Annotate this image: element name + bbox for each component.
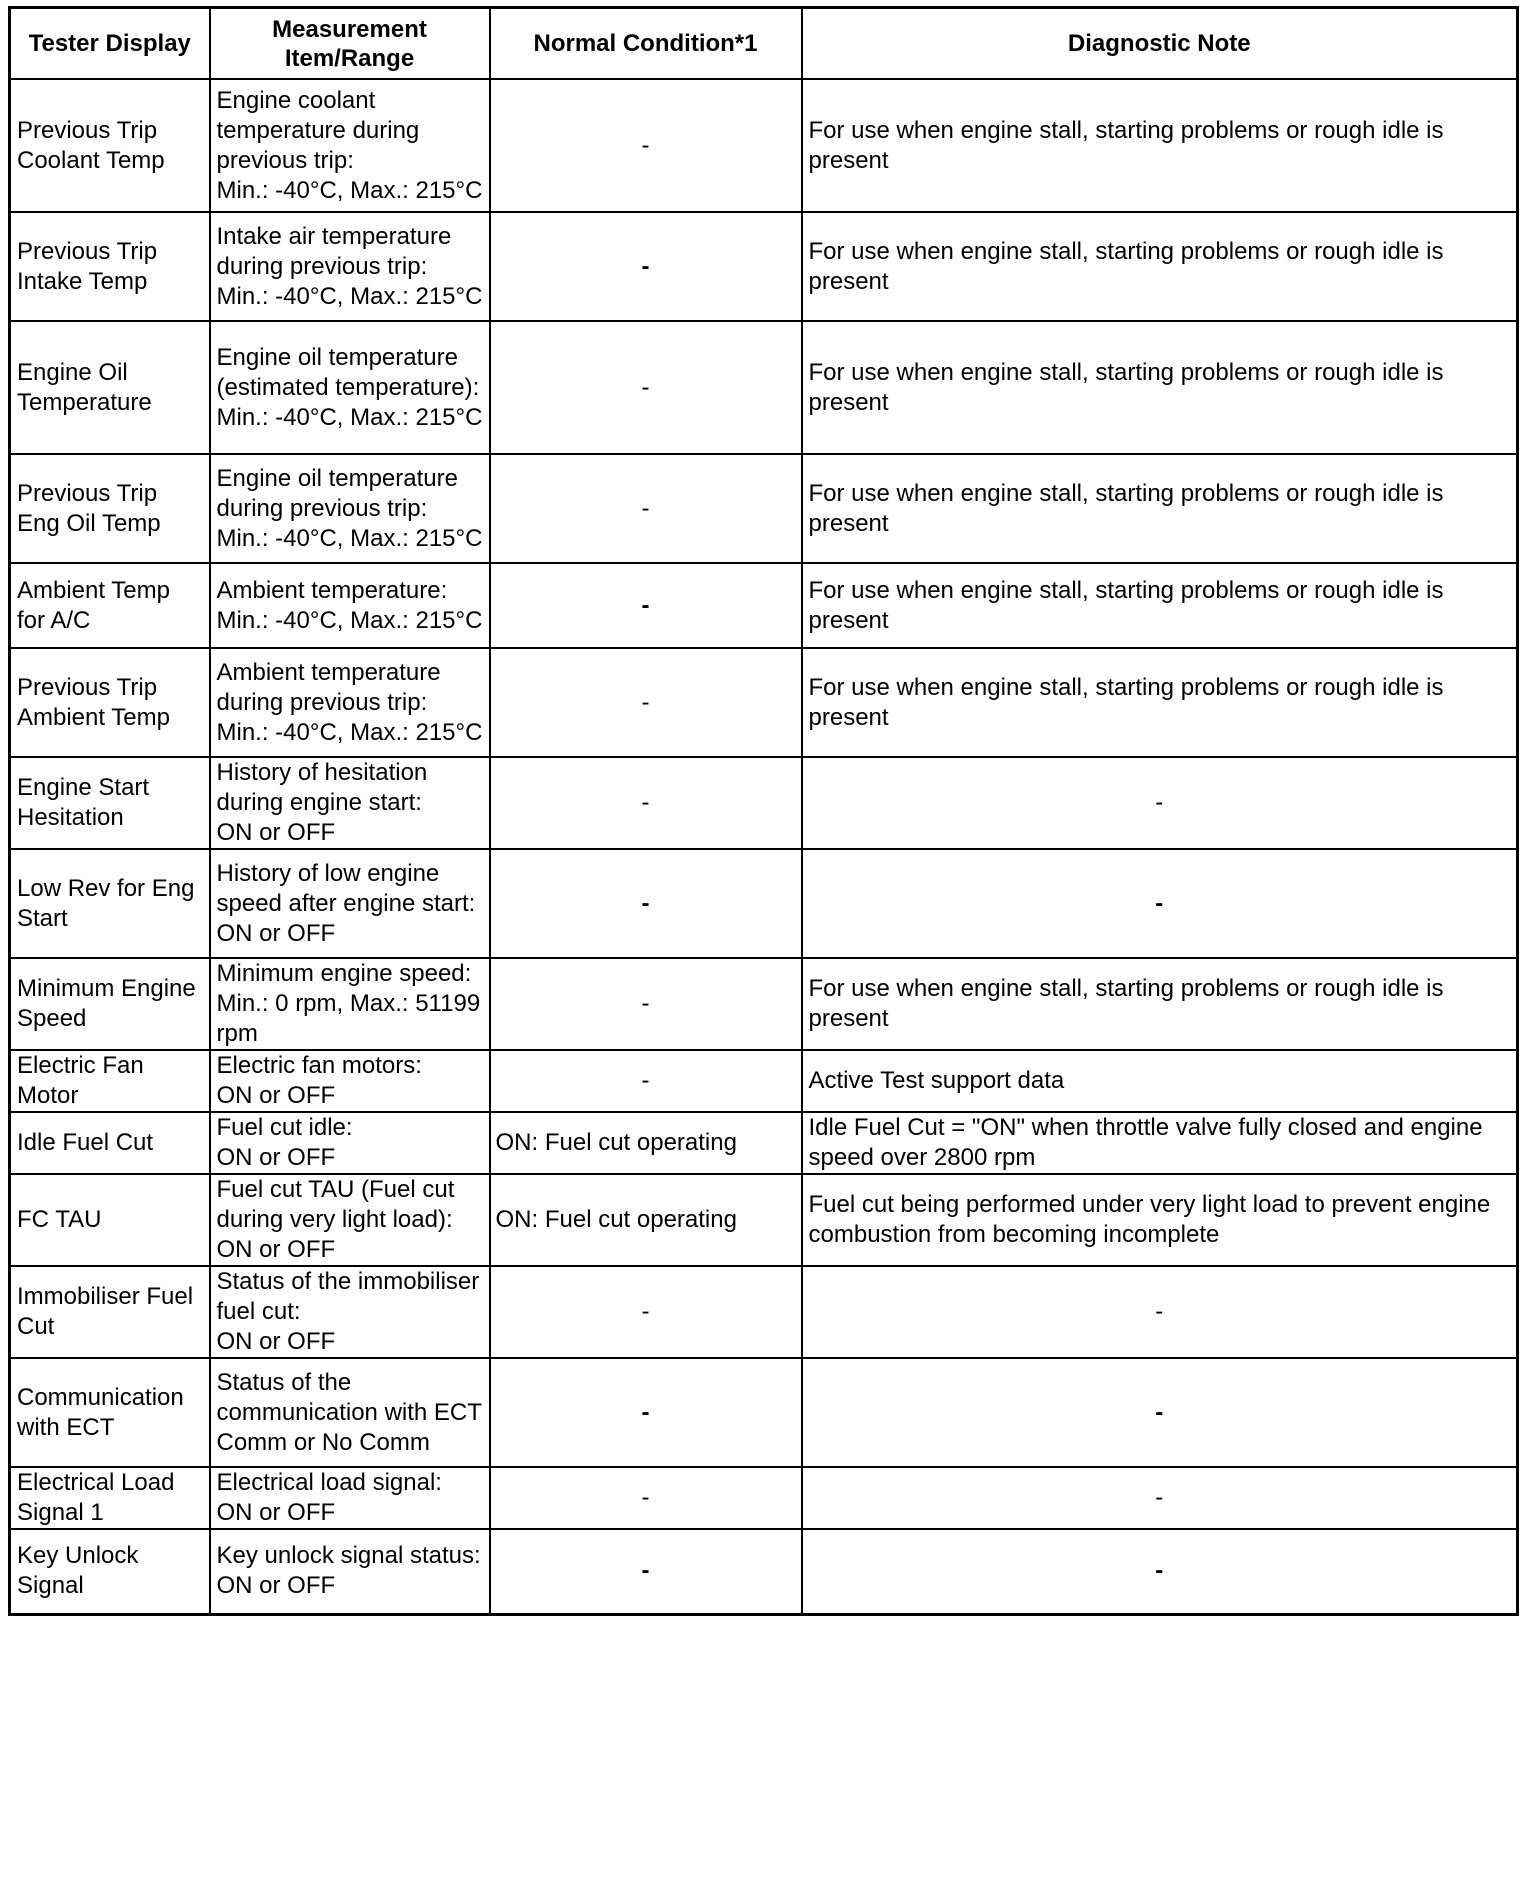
tester-display-cell	[10, 79, 210, 212]
tester-display-text: Previous Trip Intake Temp	[17, 237, 158, 295]
table-row	[10, 1529, 1518, 1614]
normal-condition-cell	[490, 757, 802, 849]
normal-condition-text: -	[641, 1298, 650, 1325]
measurement-range-text: History of low engine speed after engine start: ON or OFF	[216, 859, 476, 947]
diagnostic-note-cell	[802, 1050, 1518, 1112]
normal-condition-cell	[490, 1358, 802, 1467]
table-row	[10, 1266, 1518, 1358]
normal-condition-text: -	[641, 1067, 650, 1094]
tester-display-cell	[10, 563, 210, 648]
measurement-range-cell	[210, 958, 490, 1050]
diagnostic-note-cell	[802, 1529, 1518, 1614]
measurement-range-cell	[210, 648, 490, 757]
measurement-range-cell	[210, 849, 490, 958]
measurement-range-text: Fuel cut TAU (Fuel cut during very light load): ON or OFF	[216, 1176, 455, 1263]
tester-display-cell	[10, 454, 210, 563]
tester-display-text: Idle Fuel Cut	[17, 1129, 154, 1156]
measurement-range-text: Key unlock signal status: ON or OFF	[216, 1542, 481, 1600]
normal-condition-text: ON: Fuel cut operating	[495, 1129, 737, 1156]
diagnostic-note-text: Fuel cut being performed under very light load to prevent engine combustion from becoming incomplete	[808, 1191, 1491, 1248]
tester-display-cell	[10, 648, 210, 757]
table-row	[10, 757, 1518, 849]
diagnostic-note-cell	[802, 212, 1518, 321]
normal-condition-text: -	[641, 1484, 650, 1511]
table-row	[10, 1050, 1518, 1112]
normal-condition-cell	[490, 212, 802, 321]
tester-display-cell	[10, 1112, 210, 1174]
tester-display-cell	[10, 958, 210, 1050]
measurement-range-cell	[210, 1112, 490, 1174]
normal-condition-cell	[490, 1529, 802, 1614]
header-measurement-item-range: Measurement Item/Range	[210, 8, 490, 80]
diagnostic-note-cell	[802, 849, 1518, 958]
tester-display-cell	[10, 1529, 210, 1614]
diagnostic-note-cell	[802, 1174, 1518, 1266]
data-list-table	[8, 6, 1519, 1616]
normal-condition-text: -	[641, 373, 650, 401]
measurement-range-cell	[210, 1467, 490, 1529]
normal-condition-text: -	[641, 688, 650, 716]
tester-display-cell	[10, 1266, 210, 1358]
measurement-range-cell	[210, 563, 490, 648]
table-row	[10, 958, 1518, 1050]
tester-display-cell	[10, 1358, 210, 1467]
diagnostic-note-cell	[802, 1266, 1518, 1358]
normal-condition-text: -	[641, 131, 650, 159]
measurement-range-cell	[210, 1529, 490, 1614]
table-header-row	[10, 8, 1518, 80]
tester-display-text: Previous Trip Ambient Temp	[17, 673, 170, 731]
tester-display-text: Engine Oil Temperature	[17, 358, 152, 416]
normal-condition-cell	[490, 958, 802, 1050]
measurement-range-cell	[210, 212, 490, 321]
tester-display-cell	[10, 1467, 210, 1529]
diagnostic-note-text: For use when engine stall, starting problems or rough idle is present	[808, 237, 1444, 295]
diagnostic-note-text: For use when engine stall, starting problems or rough idle is present	[808, 358, 1444, 416]
table-row	[10, 849, 1518, 958]
tester-display-text: Key Unlock Signal	[17, 1542, 139, 1600]
measurement-range-cell	[210, 1266, 490, 1358]
diagnostic-note-cell	[802, 1467, 1518, 1529]
table-body	[10, 79, 1518, 1614]
tester-display-text: Ambient Temp for A/C	[17, 576, 170, 634]
tester-display-text: FC TAU	[17, 1206, 102, 1233]
normal-condition-cell	[490, 563, 802, 648]
diagnostic-note-cell	[802, 648, 1518, 757]
diagnostic-note-text: -	[1155, 789, 1164, 816]
measurement-range-text: Engine oil temperature during previous trip: Min.: -40°C, Max.: 215°C	[216, 464, 483, 552]
table-row	[10, 454, 1518, 563]
diagnostic-note-cell	[802, 563, 1518, 648]
table-row	[10, 1358, 1518, 1467]
measurement-range-text: Electrical load signal: ON or OFF	[216, 1469, 442, 1526]
tester-display-cell	[10, 212, 210, 321]
diagnostic-note-text: For use when engine stall, starting problems or rough idle is present	[808, 673, 1444, 731]
table-row	[10, 79, 1518, 212]
measurement-range-text: History of hesitation during engine start: ON or OFF	[216, 759, 428, 846]
diagnostic-note-text: -	[1155, 1298, 1164, 1325]
diagnostic-note-text: -	[1155, 1557, 1164, 1585]
measurement-range-text: Status of the communication with ECT Comm or No Comm	[216, 1368, 482, 1456]
data-list-sheet	[8, 6, 1516, 1616]
normal-condition-text: -	[641, 591, 650, 619]
measurement-range-cell	[210, 1358, 490, 1467]
diagnostic-note-cell	[802, 454, 1518, 563]
diagnostic-note-text: -	[1155, 1398, 1164, 1426]
measurement-range-cell	[210, 1174, 490, 1266]
measurement-range-cell	[210, 321, 490, 454]
tester-display-text: Immobiliser Fuel Cut	[17, 1283, 194, 1340]
measurement-range-text: Engine coolant temperature during previous trip: Min.: -40°C, Max.: 215°C	[216, 86, 483, 204]
normal-condition-text: -	[641, 789, 650, 816]
diagnostic-note-text: For use when engine stall, starting problems or rough idle is present	[808, 479, 1444, 537]
table-row	[10, 212, 1518, 321]
table-row	[10, 648, 1518, 757]
normal-condition-cell	[490, 321, 802, 454]
tester-display-text: Previous Trip Coolant Temp	[17, 116, 165, 174]
diagnostic-note-text: -	[1155, 889, 1164, 917]
normal-condition-cell	[490, 1112, 802, 1174]
measurement-range-cell	[210, 79, 490, 212]
tester-display-cell	[10, 1050, 210, 1112]
header-normal-condition: Normal Condition*1	[490, 8, 802, 80]
measurement-range-text: Status of the immobiliser fuel cut: ON or OFF	[216, 1268, 480, 1355]
diagnostic-note-cell	[802, 958, 1518, 1050]
diagnostic-note-cell	[802, 321, 1518, 454]
tester-display-text: Engine Start Hesitation	[17, 774, 150, 831]
table-row	[10, 1467, 1518, 1529]
normal-condition-text: -	[641, 1398, 650, 1426]
diagnostic-note-text: For use when engine stall, starting problems or rough idle is present	[808, 116, 1444, 174]
measurement-range-text: Electric fan motors: ON or OFF	[216, 1052, 422, 1109]
diagnostic-note-cell	[802, 1358, 1518, 1467]
tester-display-text: Low Rev for Eng Start	[17, 874, 195, 932]
normal-condition-text: -	[641, 494, 650, 522]
diagnostic-note-cell	[802, 79, 1518, 212]
tester-display-text: Electric Fan Motor	[17, 1052, 144, 1109]
normal-condition-text: -	[641, 889, 650, 917]
tester-display-cell	[10, 849, 210, 958]
table-row	[10, 1112, 1518, 1174]
measurement-range-text: Minimum engine speed: Min.: 0 rpm, Max.: 51199 rpm	[216, 960, 481, 1047]
tester-display-cell	[10, 757, 210, 849]
tester-display-text: Electrical Load Signal 1	[17, 1469, 175, 1526]
normal-condition-cell	[490, 1266, 802, 1358]
measurement-range-text: Engine oil temperature (estimated temperature): Min.: -40°C, Max.: 215°C	[216, 343, 483, 431]
normal-condition-cell	[490, 1174, 802, 1266]
table-row	[10, 563, 1518, 648]
normal-condition-cell	[490, 454, 802, 563]
header-diagnostic-note: Diagnostic Note	[802, 8, 1518, 80]
diagnostic-note-text: For use when engine stall, starting problems or rough idle is present	[808, 975, 1444, 1032]
diagnostic-note-cell	[802, 1112, 1518, 1174]
tester-display-text: Minimum Engine Speed	[17, 975, 196, 1032]
measurement-range-text: Ambient temperature during previous trip: Min.: -40°C, Max.: 215°C	[216, 658, 483, 746]
table-row	[10, 321, 1518, 454]
diagnostic-note-cell	[802, 757, 1518, 849]
tester-display-text: Communication with ECT	[17, 1383, 184, 1441]
measurement-range-text: Fuel cut idle: ON or OFF	[216, 1114, 353, 1171]
normal-condition-cell	[490, 79, 802, 212]
measurement-range-text: Ambient temperature: Min.: -40°C, Max.: 215°C	[216, 576, 483, 634]
tester-display-cell	[10, 1174, 210, 1266]
normal-condition-text: -	[641, 1557, 650, 1585]
normal-condition-cell	[490, 849, 802, 958]
normal-condition-cell	[490, 1050, 802, 1112]
normal-condition-text: -	[641, 990, 650, 1017]
header-tester-display: Tester Display	[10, 8, 210, 80]
measurement-range-cell	[210, 1050, 490, 1112]
measurement-range-text: Intake air temperature during previous trip: Min.: -40°C, Max.: 215°C	[216, 222, 483, 310]
measurement-range-cell	[210, 454, 490, 563]
tester-display-cell	[10, 321, 210, 454]
normal-condition-cell	[490, 648, 802, 757]
diagnostic-note-text: -	[1155, 1484, 1164, 1511]
diagnostic-note-text: Idle Fuel Cut = "ON" when throttle valve fully closed and engine speed over 2800 rpm	[808, 1114, 1483, 1171]
table-row	[10, 1174, 1518, 1266]
normal-condition-text: -	[641, 252, 650, 280]
normal-condition-text: ON: Fuel cut operating	[495, 1206, 737, 1233]
diagnostic-note-text: For use when engine stall, starting problems or rough idle is present	[808, 576, 1444, 634]
diagnostic-note-text: Active Test support data	[808, 1067, 1065, 1094]
tester-display-text: Previous Trip Eng Oil Temp	[17, 479, 161, 537]
measurement-range-cell	[210, 757, 490, 849]
normal-condition-cell	[490, 1467, 802, 1529]
